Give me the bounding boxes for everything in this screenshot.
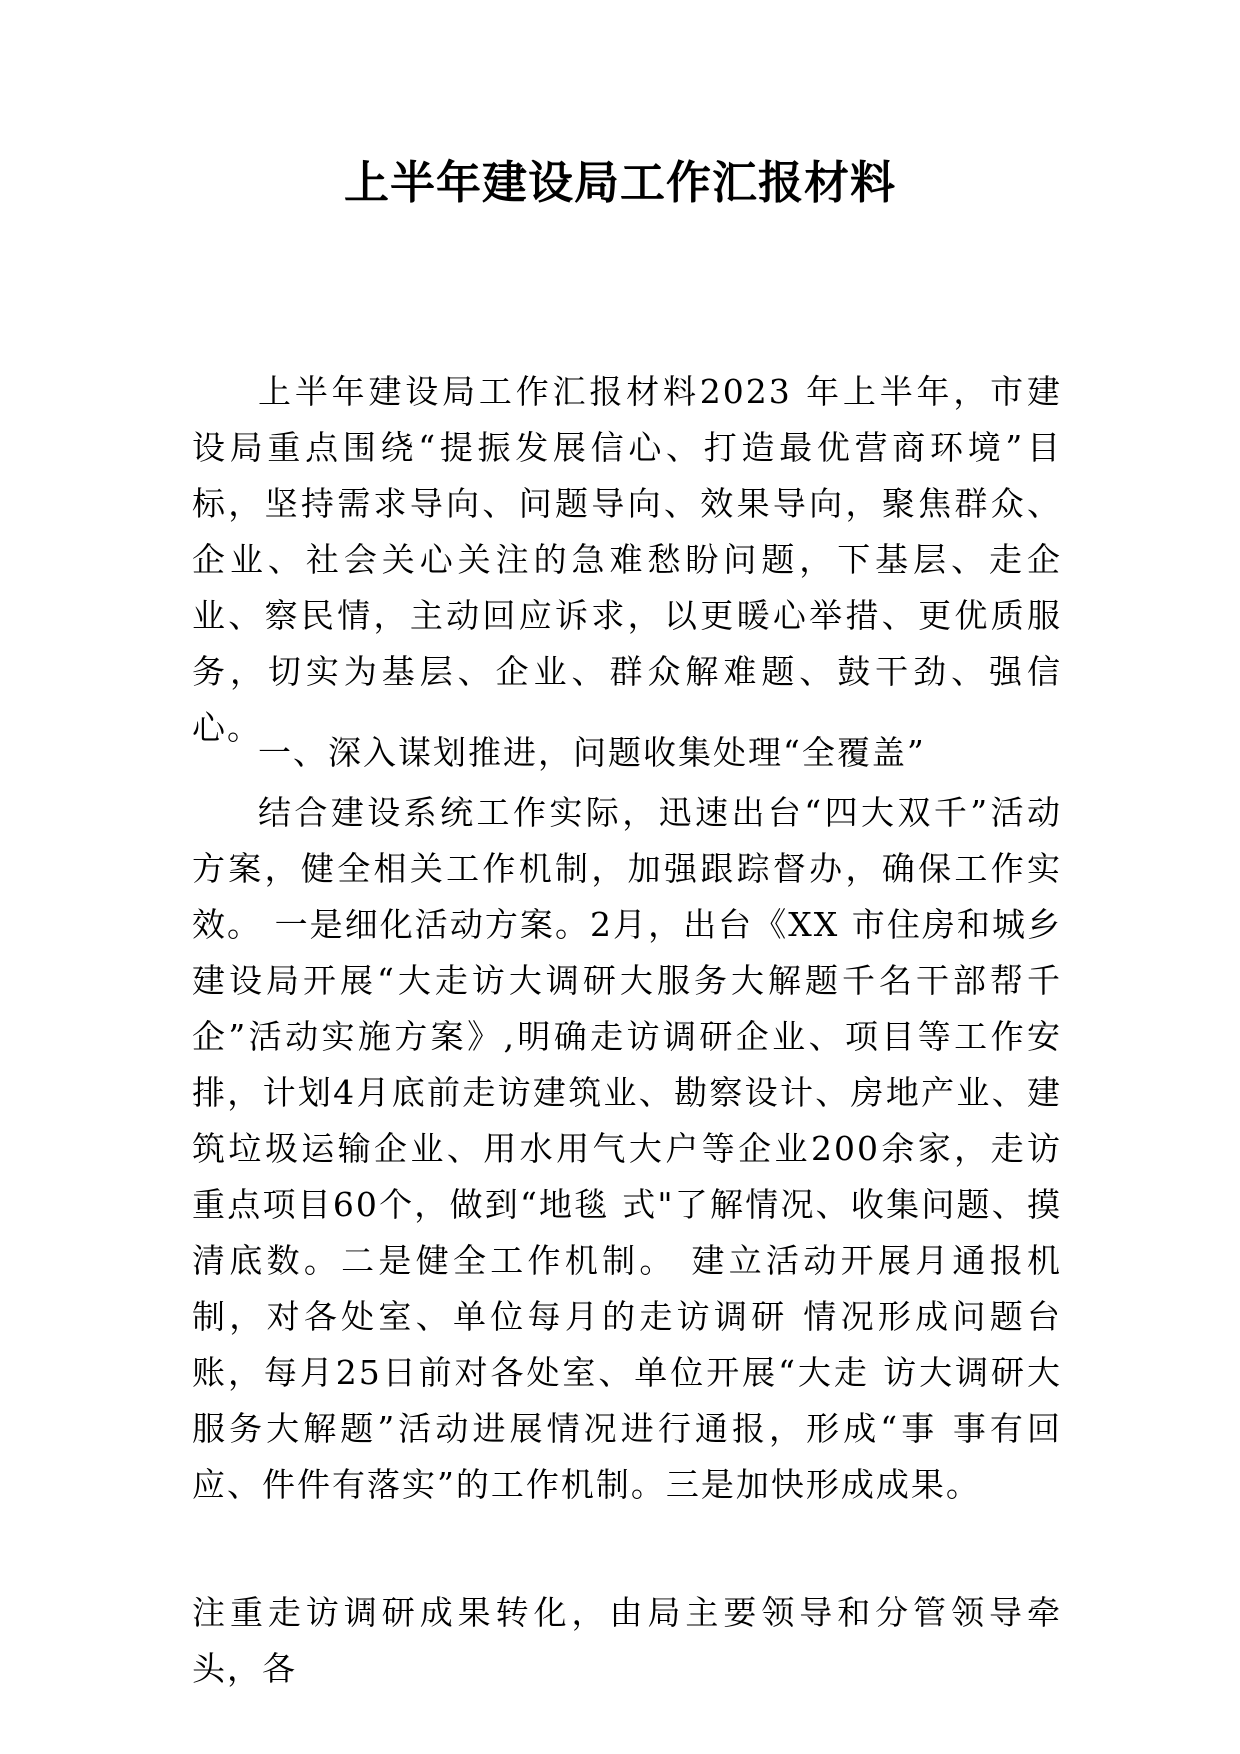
intro-paragraph: 上半年建设局工作汇报材料2023 年上半年，市建设局重点围绕“提振发展信心、打造最优营商环境”目标，坚持需求导向、问题导向、效果导向，聚焦群众、企业、社会关心关注的急难愁盼问题，下基层、走企业、察民情，主动回应诉求，以更暖心举措、更优质服务，切实为基层、企业、群众解难题、鼓干劲、强信心。 [192,372,1062,747]
document-title: 上半年建设局工作汇报材料 [343,156,896,209]
continuation-paragraph: 注重走访调研成果转化，由局主要领导和分管领导牵头，各 [192,1593,1062,1688]
section-1-body-paragraph: 结合建设系统工作实际，迅速出台“四大双千”活动方案，健全相关工作机制，加强跟踪督办，确保工作实效。 一是细化活动方案。2月，出台《XX 市住房和城乡建设局开展“大走访大调研大服务大解题千名干部帮千企”活动实施方案》,明确走访调研企业、项目等工作安排，计划4月底前走访建筑业、勘察设计、房地产业、建筑垃圾运输企业、用水用气大户等企业200余家，走访重点项目60个，做到“地毯 式"了解情况、收集问题、摸清底数。二是健全工作机制。 建立活动开展月通报机制，对各处室、单位每月的走访调研 情况形成问题台账，每月25日前对各处室、单位开展“大走 访大调研大服务大解题”活动进展情况进行通报，形成“事 事有回应、件件有落实”的工作机制。三是加快形成成果。 [192,793,1062,1504]
section-heading-1: 一、深入谋划推进，问题收集处理“全覆盖” [258,733,926,772]
